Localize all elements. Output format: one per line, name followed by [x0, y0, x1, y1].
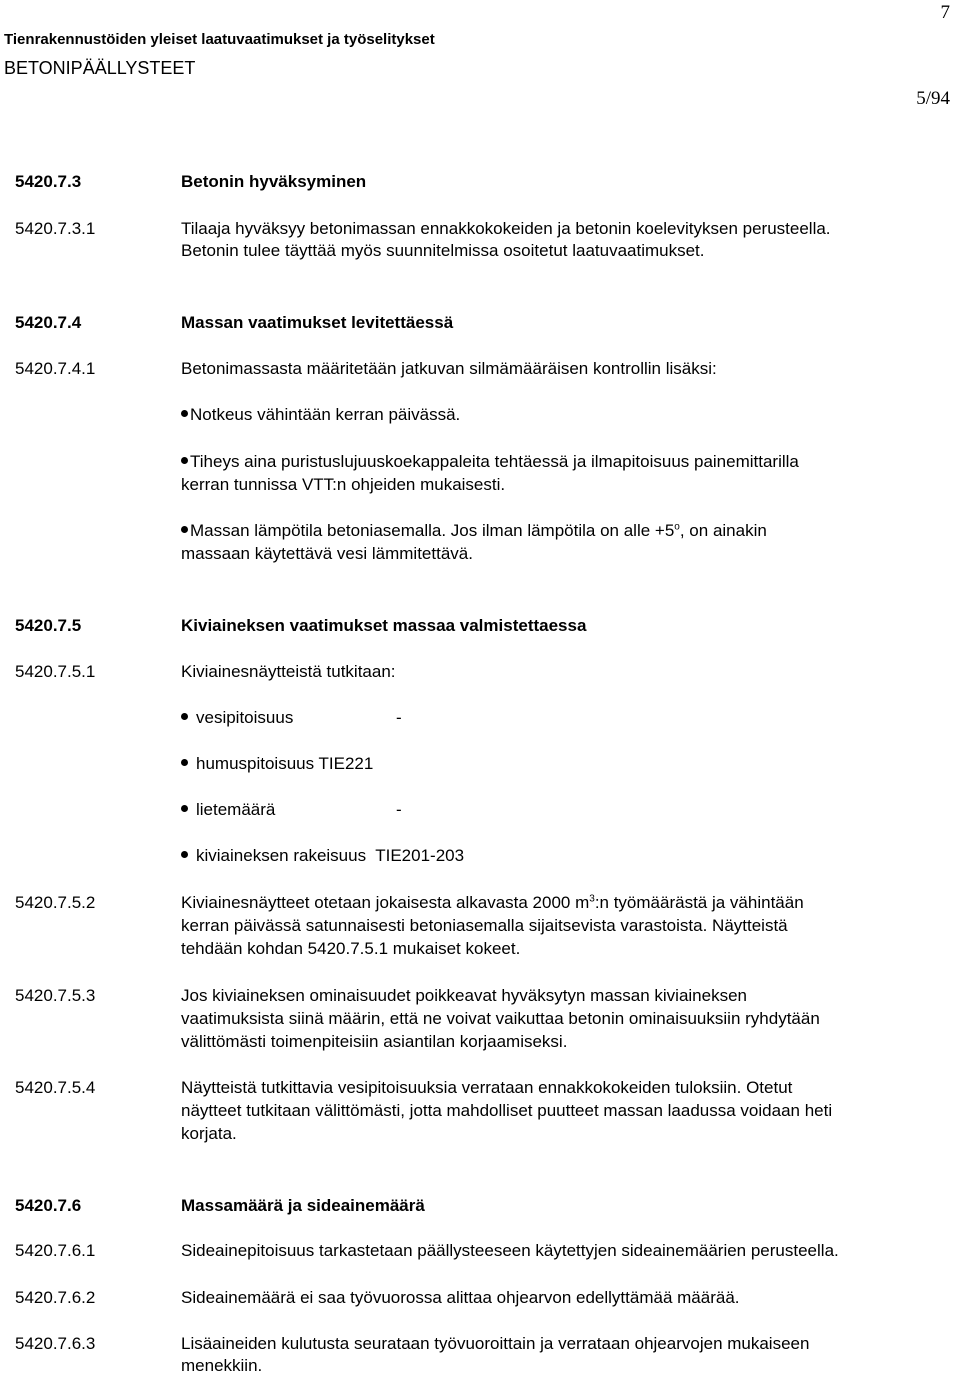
- list-item: [181, 754, 373, 774]
- bullet-icon: [181, 410, 188, 417]
- document-title: Tienrakennustöiden yleiset laatuvaatimukset ja työselitykset: [4, 31, 435, 48]
- bullet-text: Massan lämpötila betoniasemalla. Jos ilman lämpötila on alle +5: [190, 521, 675, 540]
- section-heading: Kiviaineksen vaatimukset massaa valmistettaessa: [181, 616, 587, 635]
- paragraph-line: Betonimassasta määritetään jatkuvan silmämääräisen kontrollin lisäksi:: [181, 359, 717, 378]
- bullet-item: [181, 521, 767, 541]
- paragraph-line: kerran tunnissa VTT:n ohjeiden mukaisesti.: [181, 475, 506, 494]
- bullet-text: Notkeus vähintään kerran päivässä.: [190, 405, 461, 424]
- paragraph-line: Lisäaineiden kulutusta seurataan työvuoroittain ja verrataan ohjearvojen mukaiseen: [181, 1334, 810, 1353]
- paragraph-line: Tilaaja hyväksyy betonimassan ennakkokokeiden ja betonin koelevityksen perusteella.: [181, 219, 831, 238]
- paragraph-line: Näytteistä tutkittavia vesipitoisuuksia verrataan ennakkokokeiden tuloksiin. Otetut: [181, 1078, 793, 1097]
- section-number: 5420.7.5.1: [15, 662, 96, 681]
- list-item-label: humuspitoisuus TIE221: [196, 754, 374, 773]
- section-number: 5420.7.6: [15, 1196, 82, 1215]
- paragraph-line: kerran päivässä satunnaisesti betoniasemalla sijaitsevista varastoista. Näytteistä: [181, 916, 788, 935]
- document-subtitle: BETONIPÄÄLLYSTEET: [4, 58, 196, 78]
- list-item-ref: -: [396, 800, 402, 819]
- section-number: 5420.7.5.4: [15, 1078, 96, 1097]
- paragraph-line: menekkiin.: [181, 1356, 263, 1375]
- list-item: [181, 846, 464, 866]
- text-run: Kiviainesnäytteet otetaan jokaisesta alkavasta 2000 m: [181, 893, 590, 912]
- page-number: 7: [940, 2, 950, 23]
- paragraph-line: tehdään kohdan 5420.7.5.1 mukaiset kokeet.: [181, 939, 521, 958]
- degree-mark: o: [674, 521, 680, 533]
- superscript: 3: [589, 893, 595, 905]
- section-number: 5420.7.3: [15, 172, 82, 191]
- bullet-icon: [181, 851, 188, 858]
- bullet-text: Tiheys aina puristuslujuuskoekappaleita tehtäessä ja ilmapitoisuus painemittarilla: [190, 452, 799, 471]
- bullet-icon: [181, 713, 188, 720]
- paragraph-line: välittömästi toimenpiteisiin asiantilan korjaamiseksi.: [181, 1032, 568, 1051]
- paragraph-line: korjata.: [181, 1124, 237, 1143]
- paragraph-line: Kiviainesnäytteistä tutkitaan:: [181, 662, 396, 681]
- paragraph-line: massaan käytettävä vesi lämmitettävä.: [181, 544, 473, 563]
- section-heading: Betonin hyväksyminen: [181, 172, 367, 191]
- bullet-item: [181, 452, 799, 472]
- paragraph-line: Jos kiviaineksen ominaisuudet poikkeavat hyväksytyn massan kiviaineksen: [181, 986, 748, 1005]
- section-number: 5420.7.4.1: [15, 359, 96, 378]
- paragraph-line: Sideainepitoisuus tarkastetaan päällysteeseen käytettyjen sideainemäärien perusteella.: [181, 1241, 839, 1260]
- list-item-ref: -: [396, 708, 402, 727]
- list-item: [181, 708, 293, 728]
- bullet-icon: [181, 526, 188, 533]
- list-item-label: kiviaineksen rakeisuus TIE201-203: [196, 846, 465, 865]
- section-number: 5420.7.6.3: [15, 1334, 96, 1353]
- section-number: 5420.7.5.2: [15, 893, 96, 912]
- paragraph-line: Sideainemäärä ei saa työvuorossa alittaa ohjearvon edellyttämää määrää.: [181, 1288, 740, 1307]
- list-item-label: lietemäärä: [196, 800, 276, 819]
- list-item: [181, 800, 275, 820]
- section-number: 5420.7.5.3: [15, 986, 96, 1005]
- paragraph-line: näytteet tutkitaan välittömästi, jotta mahdolliset puutteet massan laadussa voidaan heti: [181, 1101, 833, 1120]
- paragraph-line: Betonin tulee täyttää myös suunnitelmissa osoitetut laatuvaatimukset.: [181, 241, 705, 260]
- bullet-text: , on ainakin: [679, 521, 767, 540]
- section-heading: Massan vaatimukset levitettäessä: [181, 313, 454, 332]
- page-reference: 5/94: [916, 88, 950, 109]
- bullet-item: [181, 405, 460, 425]
- bullet-icon: [181, 805, 188, 812]
- text-run: :n työmäärästä ja vähintään: [594, 893, 804, 912]
- bullet-icon: [181, 457, 188, 464]
- section-heading: Massamäärä ja sideainemäärä: [181, 1196, 425, 1215]
- section-number: 5420.7.6.2: [15, 1288, 96, 1307]
- section-number: 5420.7.5: [15, 616, 82, 635]
- section-number: 5420.7.6.1: [15, 1241, 96, 1260]
- section-number: 5420.7.4: [15, 313, 82, 332]
- bullet-icon: [181, 759, 188, 766]
- paragraph-line: [181, 893, 804, 913]
- list-item-label: vesipitoisuus: [196, 708, 294, 727]
- section-number: 5420.7.3.1: [15, 219, 96, 238]
- paragraph-line: vaatimuksista siinä määrin, että ne voivat vaikuttaa betonin ominaisuuksiin ryhdytään: [181, 1009, 820, 1028]
